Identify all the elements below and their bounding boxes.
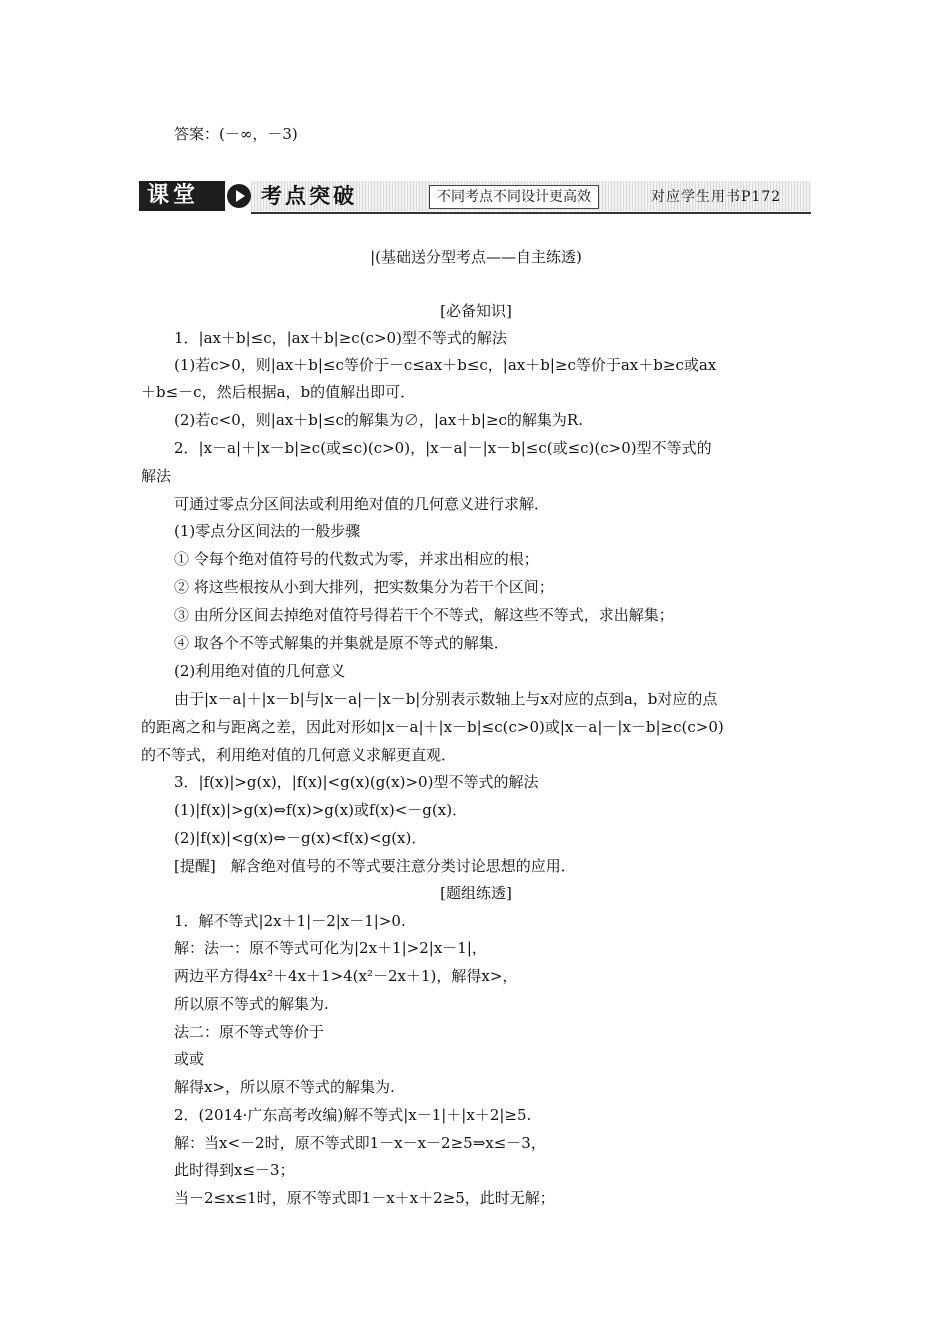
text-line: 3．|f(x)|>g(x)，|f(x)|<g(x)(g(x)>0)型不等式的解法 (174, 773, 539, 791)
text-line: (1)零点分区间法的一般步骤 (174, 522, 361, 540)
banner-rule (251, 212, 811, 214)
text-line: 1．|ax＋b|≤c，|ax＋b|≥c(c>0)型不等式的解法 (174, 329, 507, 347)
text-line: 解法 (141, 467, 172, 485)
text-line: 当－2≤x≤1时，原不等式即1－x＋x＋2≥5，此时无解； (174, 1189, 555, 1207)
play-arrow-icon (227, 184, 251, 208)
text-line: ① 令每个绝对值符号的代数式为零，并求出相应的根； (174, 550, 539, 568)
text-line: ③ 由所分区间去掉绝对值符号得若干个不等式，解这些不等式，求出解集； (174, 606, 674, 624)
text-line: 的距离之和与距离之差，因此对形如|x－a|＋|x－b|≤c(c>0)或|x－a|－|x－b|≥c(c>0) (141, 718, 724, 736)
text-line: 解：当x<－2时，原不等式即1－x－x－2≥5⇒x≤－3， (174, 1134, 546, 1152)
text-line: 或或 (174, 1050, 205, 1068)
section-heading: |(基础送分型考点——自主练透) (370, 248, 582, 266)
heading-required-knowledge: [必备知识] (440, 302, 512, 320)
banner-title: 考点突破 (261, 184, 357, 208)
text-line: 法二：原不等式等价于 (174, 1023, 325, 1041)
text-line: ② 将这些根按从小到大排列，把实数集分为若干个区间； (174, 578, 554, 596)
text-line: 2．(2014·广东高考改编)解不等式|x－1|＋|x＋2|≥5. (174, 1106, 532, 1124)
text-line: 可通过零点分区间法或利用绝对值的几何意义进行求解． (174, 495, 550, 513)
text-line: 的不等式，利用绝对值的几何意义求解更直观． (141, 746, 457, 764)
text-line: ④ 取各个不等式解集的并集就是原不等式的解集． (174, 634, 509, 652)
text-line: 此时得到x≤－3； (174, 1161, 295, 1179)
banner-reference: 对应学生用书P172 (651, 189, 782, 205)
section-banner (139, 180, 811, 214)
text-line: 解：法一：原不等式可化为|2x＋1|>2|x－1|， (174, 939, 487, 957)
text-line: 所以原不等式的解集为. (174, 995, 329, 1013)
text-line: ＋b≤－c，然后根据a，b的值解出即可． (141, 383, 416, 401)
banner-tag: 不同考点不同设计更高效 (429, 185, 599, 209)
text-line: 解得x>，所以原不等式的解集为. (174, 1078, 395, 1096)
text-line: [提醒] 解含绝对值号的不等式要注意分类讨论思想的应用． (174, 857, 576, 875)
text-line: (2)利用绝对值的几何意义 (174, 662, 346, 680)
text-line: 由于|x－a|＋|x－b|与|x－a|－|x－b|分别表示数轴上与x对应的点到a，b对应的点 (174, 690, 718, 708)
text-line: (1)|f(x)|>g(x)⇔f(x)>g(x)或f(x)<－g(x)． (174, 801, 468, 819)
answer-line: 答案：(－∞，－3) (174, 125, 298, 143)
text-line: (1)若c>0，则|ax＋b|≤c等价于－c≤ax＋b≤c，|ax＋b|≥c等价于ax＋b≥c或ax (174, 356, 717, 374)
heading-exercise-group: [题组练透] (440, 884, 512, 902)
banner-dark-label: 课堂 (139, 181, 225, 211)
text-line: 两边平方得4x²＋4x＋1>4(x²－2x＋1)，解得x>， (174, 967, 518, 985)
text-line: (2)若c<0，则|ax＋b|≤c的解集为∅，|ax＋b|≥c的解集为R. (174, 411, 583, 429)
text-line: 1．解不等式|2x＋1|－2|x－1|>0. (174, 912, 406, 930)
text-line: 2．|x－a|＋|x－b|≥c(或≤c)(c>0)，|x－a|－|x－b|≤c(或≤c)(c>0)型不等式的 (174, 439, 712, 457)
text-line: (2)|f(x)|<g(x)⇔－g(x)<f(x)<g(x)． (174, 829, 427, 847)
